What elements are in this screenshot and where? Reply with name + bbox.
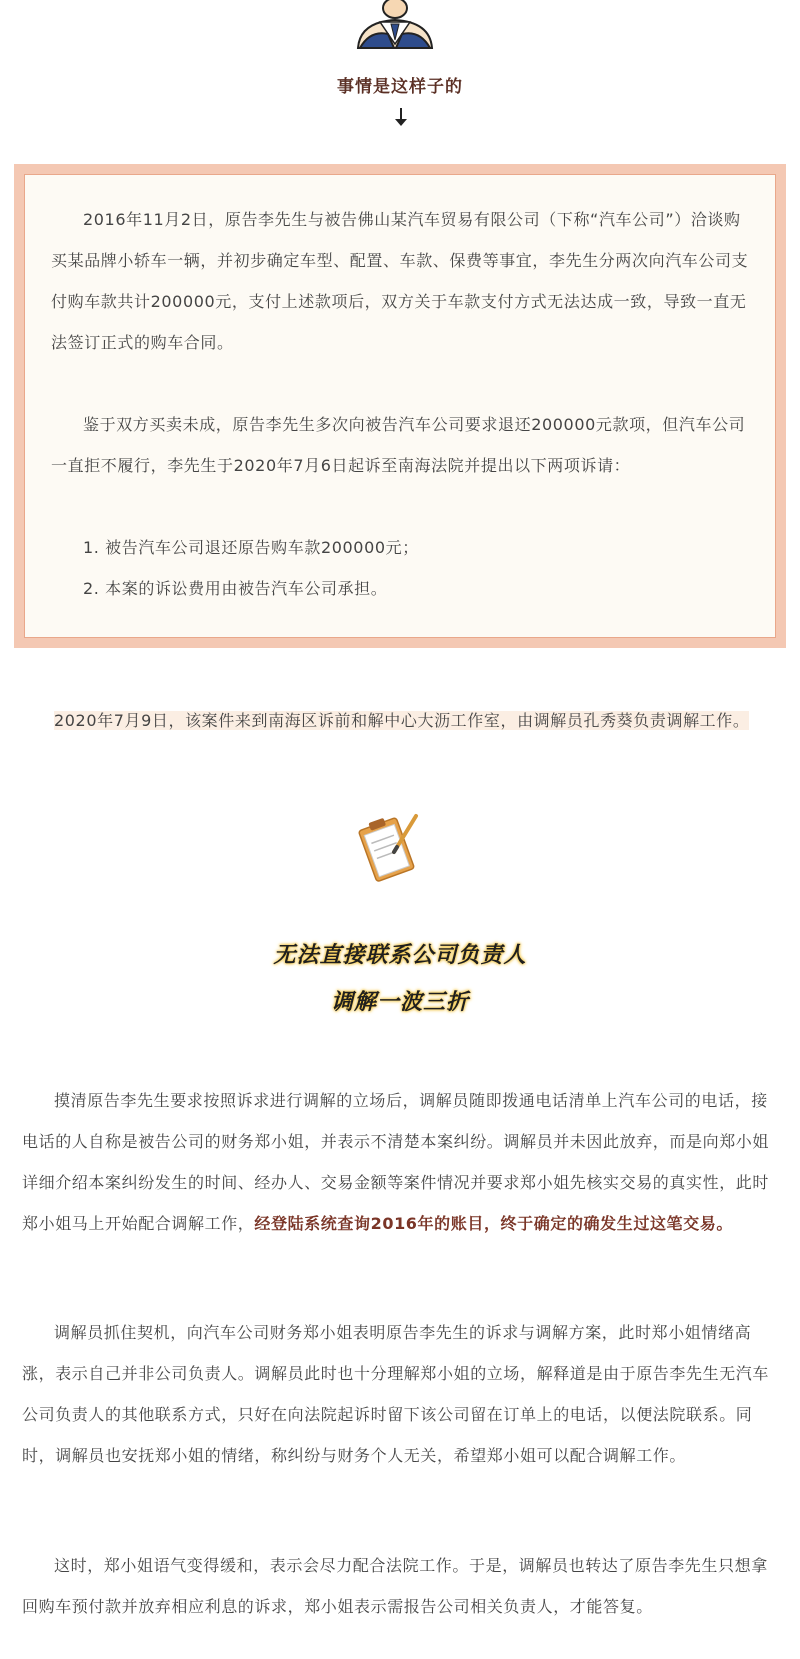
case-summary-content [24, 174, 776, 638]
body-paragraph-1 [22, 1080, 778, 1244]
highlighted-text: 2020年7月9日，该案件来到南海区诉前和解中心大沥工作室，由调解员孔秀葵负责调解工作。 [54, 711, 750, 730]
case-paragraph-2: 鉴于双方买卖未成，原告李先生多次向被告汽车公司要求退还200000元款项，但汽车公司一直拒不履行，李先生于2020年7月6日起诉至南海法院并提出以下两项诉请： [51, 415, 746, 475]
judge-figure-icon [350, 0, 440, 50]
claim-item: 1. 被告汽车公司退还原告购车款200000元； [83, 538, 419, 557]
mediation-intro-paragraph [22, 700, 778, 741]
clipboard-icon [348, 808, 428, 888]
case-paragraph-1: 2016年11月2日，原告李先生与被告佛山某汽车贸易有限公司（下称“汽车公司”）洽谈购买某品牌小轿车一辆，并初步确定车型、配置、车款、保费等事宜，李先生分两次向汽车公司支付购车款共计200000元，支付上述款项后，双方关于车款支付方式无法达成一致，导致一直无法签订正式的购车合同。 [51, 210, 749, 352]
down-arrow-icon [389, 106, 413, 130]
section-title: 事情是这样子的 [337, 77, 463, 97]
subtitle-line-2: 调解一波三折 [330, 990, 469, 1015]
case-summary-box [14, 164, 786, 648]
body-paragraph-3: 这时，郑小姐语气变得缓和，表示会尽力配合法院工作。于是，调解员也转达了原告李先生只想拿回购车预付款并放弃相应利息的诉求，郑小姐表示需报告公司相关负责人，才能答复。 [22, 1556, 768, 1616]
claim-item: 2. 本案的诉讼费用由被告汽车公司承担。 [83, 579, 388, 598]
subtitle-line-1: 无法直接联系公司负责人 [273, 943, 527, 968]
claims-list [51, 527, 753, 609]
emphasized-text: 经登陆系统查询2016年的账目，终于确定的确发生过这笔交易。 [254, 1214, 733, 1233]
body-paragraph-2: 调解员抓住契机，向汽车公司财务郑小姐表明原告李先生的诉求与调解方案，此时郑小姐情绪高涨，表示自己并非公司负责人。调解员此时也十分理解郑小姐的立场，解释道是由于原告李先生无汽车公司负责人的其他联系方式，只好在向法院起诉时留下该公司留在订单上的电话，以便法院联系。同时，调解员也安抚郑小姐的情绪，称纠纷与财务个人无关，希望郑小姐可以配合调解工作。 [22, 1323, 770, 1465]
body-paragraph-1-text: 摸清原告李先生要求按照诉求进行调解的立场后，调解员随即拨通电话清单上汽车公司的电话，接电话的人自称是被告公司的财务郑小姐，并表示不清楚本案纠纷。调解员并未因此放弃，而是向郑小姐详细介绍本案纠纷发生的时间、经办人、交易金额等案件情况并要求郑小姐先核实交易的真实性，此时郑小姐马上开始配合调解工作， [22, 1091, 770, 1233]
